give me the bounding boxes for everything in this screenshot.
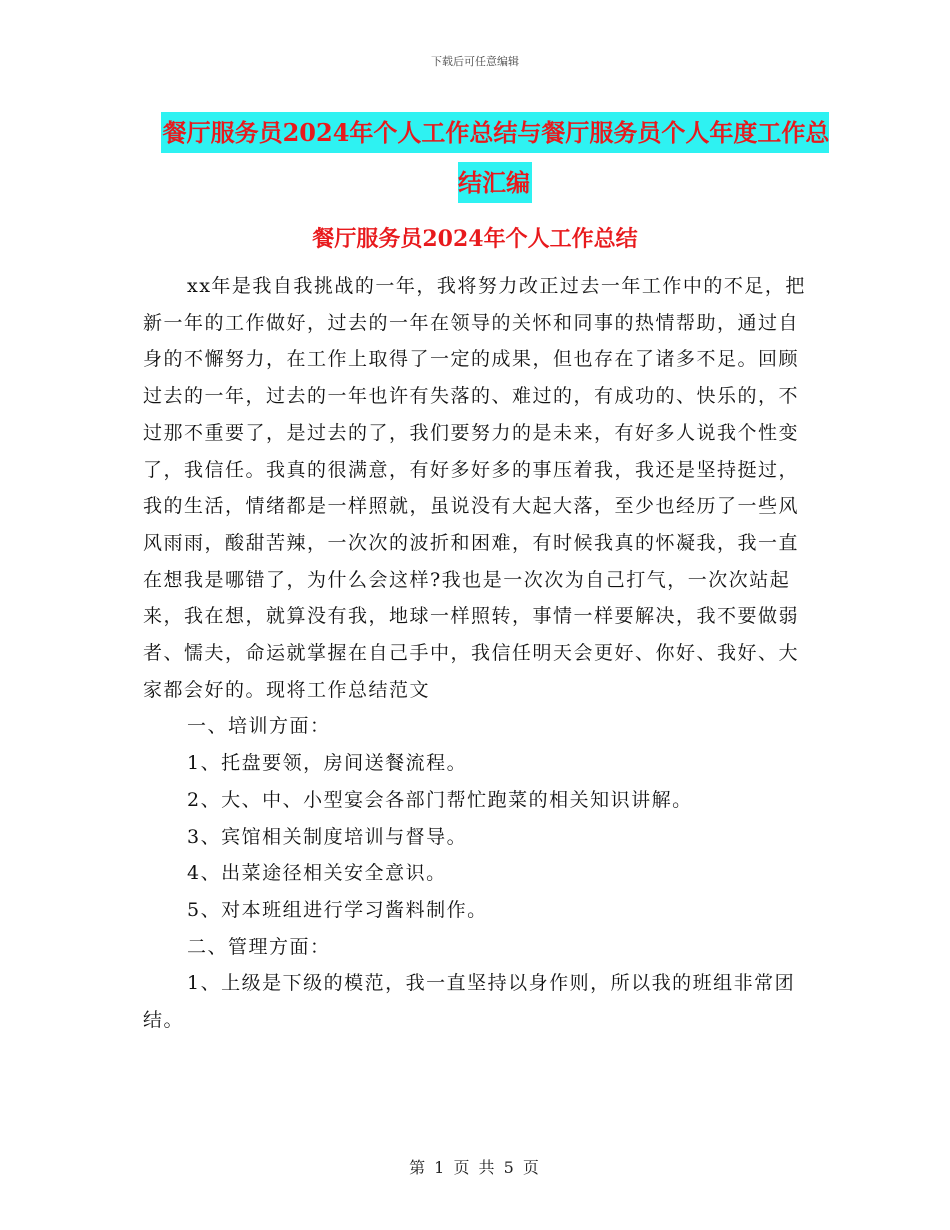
list-item: 1、托盘要领，房间送餐流程。 <box>187 752 468 775</box>
list-item: 3、宾馆相关制度培训与督导。 <box>187 825 468 848</box>
list-item: 4、出菜途径相关安全意识。 <box>187 862 447 885</box>
document-body <box>143 268 811 1039</box>
document-title-text: 餐厅服务员2024年个人工作总结与餐厅服务员个人年度工作总结汇编 <box>161 112 830 203</box>
section-heading-management: 二、管理方面： <box>187 935 331 958</box>
document-title <box>150 108 840 208</box>
page-footer: 第 1 页 共 5 页 <box>409 1158 541 1177</box>
intro-paragraph: xx年是我自我挑战的一年，我将努力改正过去一年工作中的不足，把新一年的工作做好，过去的一年在领导的关怀和同事的热情帮助，通过自身的不懈努力，在工作上取得了一定的成果，但也存在了诸多不足。回顾过去的一年，过去的一年也许有失落的、难过的，有成功的、快乐的，不过那不重要了，是过去的了，我们要努力的是未来，有好多人说我个性变了，我信任。我真的很满意，有好多好多的事压着我，我还是坚持挺过，我的生活，情绪都是一样照就，虽说没有大起大落，至少也经历了一些风风雨雨，酸甜苦辣，一次次的波折和困难，有时候我真的怀凝我，我一直在想我是哪错了，为什么会这样?我也是一次次为自己打气，一次次站起来，我在想，就算没有我，地球一样照转，事情一样要解决，我不要做弱者、懦夫，命运就掌握在自己手中，我信任明天会更好、你好、我好、大家都会好的。现将工作总结范文 <box>143 275 806 701</box>
list-item: 5、对本班组进行学习酱料制作。 <box>187 898 488 921</box>
section-heading-training: 一、培训方面： <box>187 715 331 738</box>
list-item: 2、大、中、小型宴会各部门帮忙跑菜的相关知识讲解。 <box>187 788 693 811</box>
section-title: 餐厅服务员2024年个人工作总结 <box>312 226 638 252</box>
header-note: 下载后可任意编辑 <box>431 55 519 68</box>
list-item: 1、上级是下级的模范，我一直坚持以身作则，所以我的班组非常团结。 <box>143 972 796 1032</box>
